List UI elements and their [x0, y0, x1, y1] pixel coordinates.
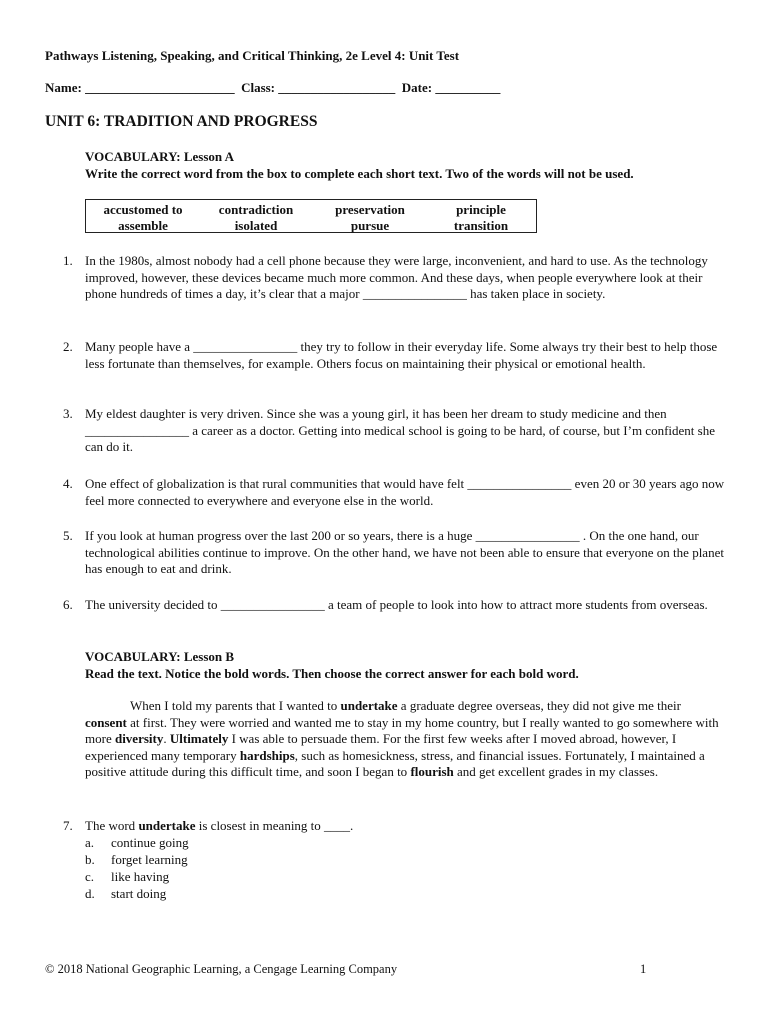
bold-word-flourish: flourish — [410, 764, 454, 779]
page-number: 1 — [640, 962, 647, 976]
word-box-word: pursue — [350, 217, 390, 233]
question-text: One effect of globalization is that rural communities that would have felt ________________ even 20 or 30 years ago now feel more connected to everywhere and everyone else in the world. — [85, 476, 725, 508]
question-text: My eldest daughter is very driven. Since she was a young girl, it has been her dream to study medicine and then ________________ a career as a doctor. Getting into medical school is going to be hard, of course, but I’m confident she can do it. — [85, 406, 715, 454]
word-box-word: assemble — [118, 217, 168, 233]
option-text: start doing — [111, 886, 167, 901]
worksheet-title: Pathways Listening, Speaking, and Critical Thinking, 2e Level 4: Unit Test — [45, 48, 460, 63]
lesson-b-heading: VOCABULARY: Lesson B — [85, 649, 235, 664]
bold-word-undertake: undertake — [340, 698, 398, 713]
word-box-word: accustomed to — [103, 202, 183, 217]
question-text: Many people have a ________________ they try to follow in their everyday life. Some always try their best to help those less fortunate than themselves, for example. Others focus on maintaining their physical or emotional health. — [85, 339, 718, 371]
option-letter: c. — [85, 869, 95, 884]
question-number: 2. — [63, 339, 73, 354]
passage-text: at first. They were worried and wanted me to stay in my home country, but I really wanted to go somewhere with more — [85, 714, 719, 746]
bold-word-consent: consent — [85, 714, 127, 730]
option-letter: a. — [85, 835, 95, 850]
question-text: The university decided to ________________ a team of people to look into how to attract more students from overseas. — [85, 597, 708, 612]
word-box — [85, 199, 537, 233]
question-number: 1. — [63, 253, 73, 268]
name-class-date-line: Name: _______________________ Class: __________________ Date: __________ — [45, 80, 501, 95]
passage-text: and get excellent grades in my classes. — [453, 764, 659, 779]
word-box-word: principle — [456, 202, 506, 217]
question-number: 7. — [63, 818, 73, 833]
question-text-part: is closest in meaning to ____. — [195, 818, 354, 833]
question-text: In the 1980s, almost nobody had a cell phone because they were large, inconvenient, and hard to use. As the technology improved, however, these devices became much more common. And these days, when people everywhere look at their phone hundreds of times a day, it’s clear that a major ________________ has taken place in society. — [85, 253, 708, 301]
lesson-a-instructions: Write the correct word from the box to complete each short text. Two of the words will not be used. — [85, 166, 634, 181]
bold-word-hardships: hardships — [239, 747, 295, 763]
passage-text: a graduate degree overseas, they did not give me their — [397, 698, 681, 713]
question-number: 4. — [63, 476, 73, 491]
word-box-word: contradiction — [218, 202, 294, 217]
bold-word-diversity: diversity — [114, 731, 164, 746]
word-box-column — [88, 202, 198, 233]
question-text: If you look at human progress over the last 200 or so years, there is a huge ________________ . On the one hand, our technological abilities continue to improve. On the other hand, we have not been able to ensure that everyone on the planet has enough to eat and drink. — [85, 528, 724, 576]
word-box-word: transition — [453, 217, 509, 233]
option-text: forget learning — [111, 852, 188, 867]
reading-passage — [85, 698, 725, 781]
word-box-column — [200, 202, 312, 233]
question-number: 3. — [63, 406, 73, 421]
lesson-a-heading: VOCABULARY: Lesson A — [85, 149, 235, 164]
word-box-word: preservation — [335, 202, 405, 217]
copyright-notice: © 2018 National Geographic Learning, a Cengage Learning Company — [45, 962, 398, 976]
question-number: 5. — [63, 528, 73, 543]
question-text-part: The word — [85, 818, 139, 833]
unit-title: UNIT 6: TRADITION AND PROGRESS — [45, 113, 318, 130]
question-number: 6. — [63, 597, 73, 612]
option-text: like having — [111, 869, 170, 884]
passage-text: I was able to persuade them. For the first few weeks after I moved abroad, however, I experienced many temporary — [85, 731, 677, 763]
passage-text: , such as homesickness, stress, and financial issues. Fortunately, I maintained a positive attitude during this difficult time, and soon I began to — [85, 747, 705, 779]
lesson-b-instructions: Read the text. Notice the bold words. Then choose the correct answer for each bold word. — [85, 666, 579, 681]
word-box-column — [428, 202, 534, 233]
bold-word-ultimately: Ultimately — [169, 731, 229, 746]
passage-paragraph — [85, 698, 725, 781]
option-text: continue going — [111, 835, 189, 850]
option-letter: b. — [85, 852, 95, 867]
word-box-word: isolated — [234, 217, 278, 233]
option-letter: d. — [85, 886, 95, 901]
question-text — [85, 818, 725, 835]
question-bold-word: undertake — [138, 818, 196, 833]
word-box-column — [314, 202, 426, 233]
passage-text: . — [163, 731, 170, 746]
passage-text: When I told my parents that I wanted to — [130, 698, 341, 713]
